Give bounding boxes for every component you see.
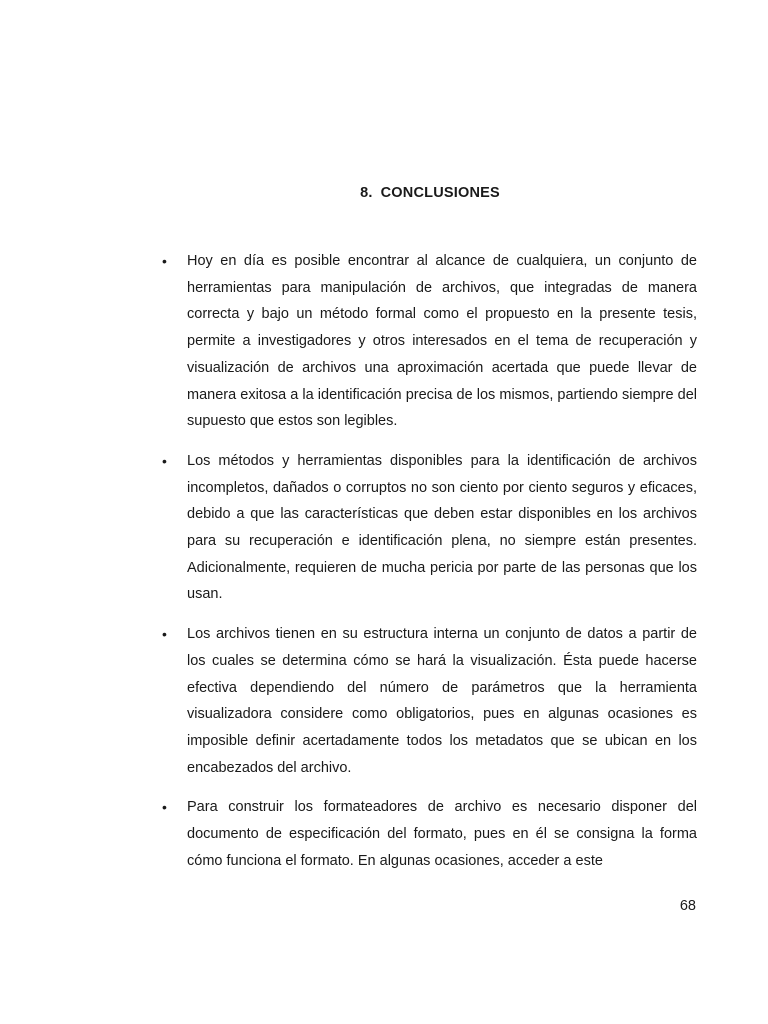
- section-number: 8.: [360, 185, 373, 201]
- list-item: [150, 794, 697, 874]
- bullet-icon: •: [162, 253, 167, 269]
- list-item: [150, 248, 697, 435]
- section-heading: [150, 185, 710, 201]
- list-item: [150, 621, 697, 781]
- list-item-text: Hoy en día es posible encontrar al alcance de cualquiera, un conjunto de herramientas para manipulación de archivos, que integradas de manera correcta y bajo un método formal como el propuesto en la presente tesis, permite a investigadores y otros interesados en el tema de recuperación y visualización de archivos una aproximación acertada que puede llevar de manera exitosa a la identificación precisa de los mismos, partiendo siempre del supuesto que estos son legibles.: [187, 253, 697, 430]
- section-title: CONCLUSIONES: [380, 185, 500, 201]
- list-item: [150, 448, 697, 608]
- conclusions-list: [150, 248, 697, 887]
- list-item-text: Los métodos y herramientas disponibles para la identificación de archivos incompletos, dañados o corruptos no son ciento por ciento seguros y eficaces, debido a que las características que deben estar disponibles en los archivos para su recuperación e identificación plena, no siempre están presentes. Adicionalmente, requieren de mucha pericia por parte de las personas que los usan.: [187, 452, 697, 603]
- bullet-icon: •: [162, 452, 167, 469]
- list-item-text: Para construir los formateadores de archivo es necesario disponer del documento de especificación del formato, pues en él se consigna la forma cómo funciona el formato. En algunas ocasiones, acceder a este: [187, 799, 697, 869]
- page-number: 68: [679, 898, 696, 914]
- bullet-icon: •: [162, 799, 167, 816]
- list-item-text: Los archivos tienen en su estructura interna un conjunto de datos a partir de los cuales se determina cómo se hará la visualización. Ésta puede hacerse efectiva dependiendo del número de parámetros que la herramienta visualizadora considere como obligatorios, pues en algunas ocasiones es imposible definir acertadamente todos los metadatos que se ubican en los encabezados del archivo.: [187, 626, 697, 776]
- bullet-icon: •: [162, 626, 167, 643]
